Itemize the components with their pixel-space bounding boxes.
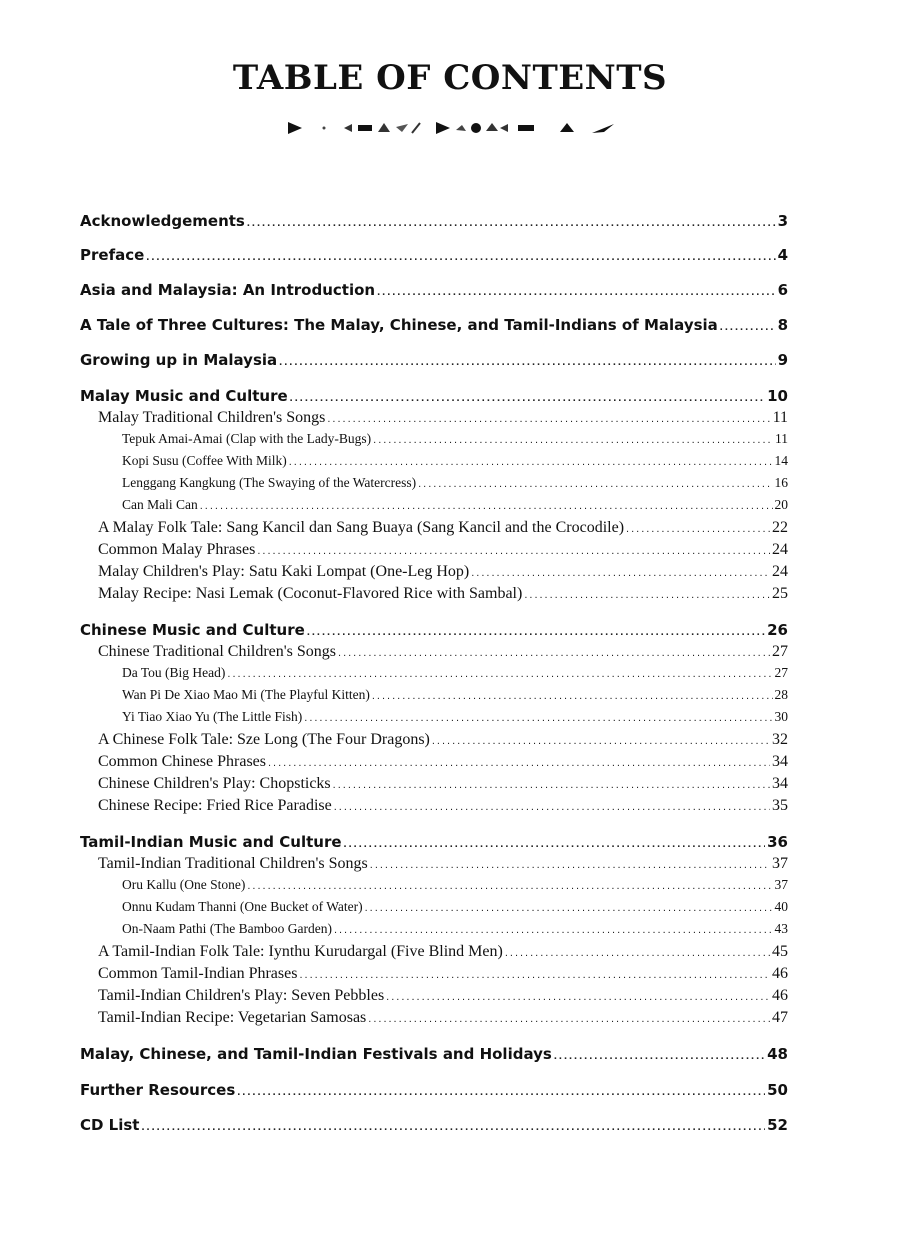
toc-song-entry [80, 497, 788, 513]
toc-entry-title: A Malay Folk Tale: Sang Kancil dan Sang Buaya (Sang Kancil and the Crocodile) [98, 519, 625, 536]
toc-subsection-entry [80, 797, 788, 815]
dot-leader [418, 478, 772, 490]
toc-page-number: 43 [774, 921, 788, 936]
toc-song-entry [80, 687, 788, 703]
toc-page-number: 24 [772, 563, 788, 580]
toc-subsection-entry [80, 965, 788, 983]
dot-leader [334, 801, 770, 813]
toc-page-number: 24 [772, 541, 788, 558]
toc-entry-title: Tamil-Indian Recipe: Vegetarian Samosas [98, 1009, 367, 1026]
toc-subsection-entry [80, 943, 788, 961]
toc-entry-title: Tepuk Amai-Amai (Clap with the Lady-Bugs) [122, 431, 372, 446]
toc-entry-title: Da Tou (Big Head) [122, 665, 226, 680]
dot-leader [334, 924, 773, 936]
toc-subsection-entry [80, 585, 788, 603]
toc-page-number: 52 [767, 1116, 788, 1134]
toc-subsection-entry [80, 753, 788, 771]
toc-page-number: 50 [767, 1081, 788, 1099]
toc-section-entry [80, 387, 788, 405]
toc-page-number: 37 [774, 877, 788, 892]
toc-section-entry [80, 212, 788, 230]
dot-leader [299, 969, 770, 981]
dot-leader [432, 735, 770, 747]
dot-leader [268, 757, 770, 769]
toc-entry-title: Tamil-Indian Traditional Children's Songs [98, 855, 368, 872]
toc-entry-title: Lenggang Kangkung (The Swaying of the Watercress) [122, 475, 417, 490]
dot-leader [333, 779, 770, 791]
dot-leader [626, 523, 770, 535]
ornament-divider-icon [286, 118, 616, 138]
toc-song-entry [80, 475, 788, 491]
dot-leader [290, 392, 765, 404]
toc-page-number: 34 [772, 753, 788, 770]
toc-entry-title: Acknowledgements [80, 212, 245, 230]
toc-page-number: 34 [772, 775, 788, 792]
toc-entry-title: Malay Recipe: Nasi Lemak (Coconut-Flavored Rice with Sambal) [98, 585, 523, 602]
toc-entry-title: Chinese Recipe: Fried Rice Paradise [98, 797, 332, 814]
toc-page-number: 30 [774, 709, 788, 724]
toc-page-number: 27 [774, 665, 788, 680]
toc-page-number: 20 [774, 497, 788, 512]
toc-song-entry [80, 431, 788, 447]
dot-leader [237, 1086, 765, 1098]
toc-entry-title: Kopi Susu (Coffee With Milk) [122, 453, 287, 468]
dot-leader [338, 647, 770, 659]
dot-leader [327, 413, 770, 425]
toc-song-entry [80, 665, 788, 681]
toc-subsection-entry [80, 775, 788, 793]
toc-song-entry [80, 877, 788, 893]
toc-page-number: 48 [767, 1045, 788, 1063]
toc-entry-title: On-Naam Pathi (The Bamboo Garden) [122, 921, 332, 936]
page-title: TABLE OF CONTENTS [232, 58, 668, 98]
toc-section-entry [80, 833, 788, 851]
toc-subsection-entry [80, 731, 788, 749]
toc-page-number: 40 [774, 899, 788, 914]
toc-entry-title: Onnu Kudam Thanni (One Bucket of Water) [122, 899, 363, 914]
toc-section-entry [80, 246, 788, 264]
toc-page-number: 45 [772, 943, 788, 960]
toc-entry-title: Chinese Music and Culture [80, 621, 305, 639]
toc-subsection-entry [80, 563, 788, 581]
toc-subsection-entry [80, 541, 788, 559]
toc-entry-title: Preface [80, 246, 145, 264]
toc-subsection-entry [80, 855, 788, 873]
toc-section-entry [80, 1116, 788, 1134]
dot-leader [524, 589, 770, 601]
toc-page-number: 26 [767, 621, 788, 639]
toc-section-entry [80, 351, 788, 369]
toc-entry-title: Common Tamil-Indian Phrases [98, 965, 298, 982]
dot-leader [200, 500, 773, 512]
toc-entry-title: Common Chinese Phrases [98, 753, 266, 770]
toc-page-number: 25 [772, 585, 788, 602]
toc-entry-title: A Tamil-Indian Folk Tale: Iynthu Kurudargal (Five Blind Men) [98, 943, 503, 960]
toc-song-entry [80, 709, 788, 725]
toc-entry-title: Growing up in Malaysia [80, 351, 278, 369]
toc-page-number: 22 [772, 519, 788, 536]
toc-page-number: 14 [774, 453, 788, 468]
toc-page-number: 3 [777, 212, 788, 230]
toc-entry-title: Further Resources [80, 1081, 236, 1099]
dot-leader [141, 1121, 765, 1133]
toc-entry-title: A Tale of Three Cultures: The Malay, Chinese, and Tamil-Indians of Malaysia [80, 316, 718, 334]
toc-page-number: 37 [772, 855, 788, 872]
toc-song-entry [80, 899, 788, 915]
toc-subsection-entry [80, 519, 788, 537]
toc-song-entry [80, 921, 788, 937]
toc-entry-title: CD List [80, 1116, 140, 1134]
dot-leader [247, 217, 776, 229]
toc-page-number: 47 [772, 1009, 788, 1026]
toc-page-number: 32 [772, 731, 788, 748]
dot-leader [377, 286, 775, 298]
dot-leader [307, 626, 765, 638]
toc-subsection-entry [80, 987, 788, 1005]
toc-page-number: 46 [772, 987, 788, 1004]
toc-subsection-entry [80, 643, 788, 661]
toc-page-number: 35 [772, 797, 788, 814]
toc-page-number: 8 [777, 316, 788, 334]
dot-leader [365, 902, 773, 914]
toc-entry-title: Yi Tiao Xiao Yu (The Little Fish) [122, 709, 303, 724]
toc-page-number: 10 [767, 387, 788, 405]
dot-leader [370, 859, 770, 871]
dot-leader [505, 947, 770, 959]
toc-entry-title: Malay Children's Play: Satu Kaki Lompat (One-Leg Hop) [98, 563, 470, 580]
toc-page-number: 28 [774, 687, 788, 702]
toc-subsection-entry [80, 409, 788, 427]
toc-song-entry [80, 453, 788, 469]
toc-page-number: 27 [772, 643, 788, 660]
toc-section-entry [80, 316, 788, 334]
toc-page-number: 16 [774, 475, 788, 490]
toc-page-number: 11 [775, 431, 788, 446]
dot-leader [373, 434, 773, 446]
toc-entry-title: Chinese Traditional Children's Songs [98, 643, 337, 660]
dot-leader [344, 838, 766, 850]
dot-leader [279, 356, 775, 368]
dot-leader [372, 690, 773, 702]
dot-leader [554, 1050, 765, 1062]
toc-entry-title: Malay, Chinese, and Tamil-Indian Festivals and Holidays [80, 1045, 552, 1063]
dot-leader [257, 545, 770, 557]
toc-section-entry [80, 281, 788, 299]
toc-page-number: 4 [777, 246, 788, 264]
toc-entry-title: Malay Traditional Children's Songs [98, 409, 326, 426]
toc-entry-title: A Chinese Folk Tale: Sze Long (The Four Dragons) [98, 731, 430, 748]
toc-page-number: 36 [767, 833, 788, 851]
dot-leader [471, 567, 770, 579]
dot-leader [386, 991, 770, 1003]
dot-leader [247, 880, 772, 892]
toc-entry-title: Chinese Children's Play: Chopsticks [98, 775, 331, 792]
dot-leader [227, 668, 772, 680]
toc-page-number: 46 [772, 965, 788, 982]
toc-subsection-entry [80, 1009, 788, 1027]
dot-leader [720, 321, 776, 333]
toc-entry-title: Can Mali Can [122, 497, 198, 512]
dot-leader [289, 456, 773, 468]
toc-page-number: 11 [772, 409, 788, 426]
dot-leader [368, 1013, 770, 1025]
toc-entry-title: Tamil-Indian Children's Play: Seven Pebbles [98, 987, 385, 1004]
toc-entry-title: Malay Music and Culture [80, 387, 288, 405]
toc-entry-title: Wan Pi De Xiao Mao Mi (The Playful Kitten) [122, 687, 370, 702]
toc-section-entry [80, 1045, 788, 1063]
toc-entry-title: Tamil-Indian Music and Culture [80, 833, 342, 851]
dot-leader [304, 712, 772, 724]
toc-section-entry [80, 621, 788, 639]
toc-entry-title: Common Malay Phrases [98, 541, 256, 558]
toc-entry-title: Oru Kallu (One Stone) [122, 877, 246, 892]
toc-page-number: 9 [777, 351, 788, 369]
toc-section-entry [80, 1081, 788, 1099]
toc-entry-title: Asia and Malaysia: An Introduction [80, 281, 376, 299]
dot-leader [146, 251, 775, 263]
toc-page-number: 6 [777, 281, 788, 299]
